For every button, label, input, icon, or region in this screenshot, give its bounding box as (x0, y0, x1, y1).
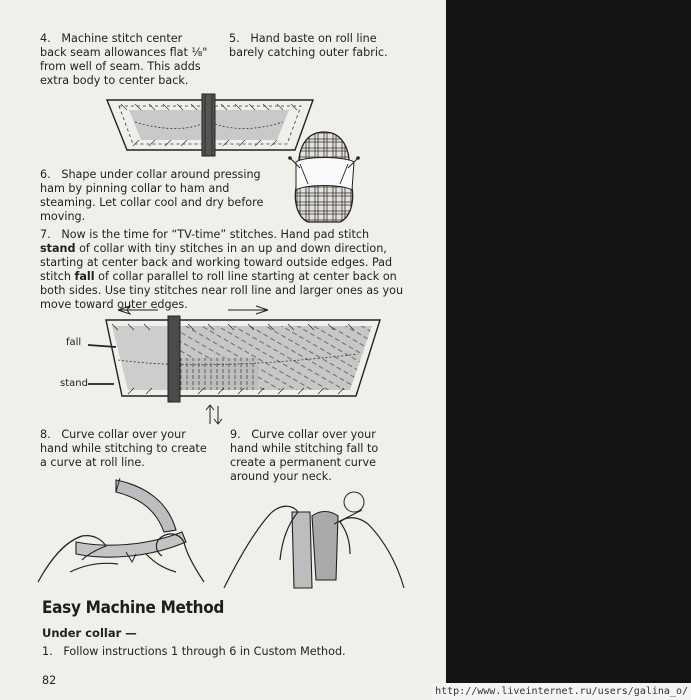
pressing-ham-illustration (286, 128, 362, 226)
hands-stitch-fall-illustration (222, 484, 406, 590)
step-7-part-c: of collar parallel to roll line starting at center back on both sides. Use tiny stitches near roll line and larger ones as you move toward outer edges. (40, 270, 404, 311)
step-9-text: 9. Curve collar over your hand while stitching fall to create a permanent curve around your neck. (230, 428, 379, 483)
page-number: 82 (42, 674, 57, 687)
step-7-text (40, 228, 406, 312)
fall-label: fall (66, 337, 82, 348)
step-7-part-b: of collar with tiny stitches in an up and down direction, starting at center back and working toward outside edges. Pad stitch (40, 242, 393, 283)
section-heading: Easy Machine Method (42, 598, 225, 618)
pad-stitch-illustration (88, 302, 384, 428)
section-subheading: Under collar — (42, 626, 137, 640)
step-5-text: 5. Hand baste on roll line barely catching outer fabric. (229, 32, 388, 59)
stand-label: stand (60, 378, 88, 389)
step-7-stand: stand (40, 242, 76, 255)
hands-curve-collar-illustration (36, 472, 206, 590)
dark-background (446, 0, 691, 700)
step-7-fall: fall (74, 270, 95, 283)
step-6-text: 6. Shape under collar around pressing ham by pinning collar to ham and steaming. Let collar cool and dry before moving. (40, 168, 264, 223)
step-7-part-a: 7. Now is the time for “TV-time” stitches. Hand pad stitch (40, 228, 370, 241)
step-8-text: 8. Curve collar over your hand while stitching to create a curve at roll line. (40, 428, 207, 469)
step-4-text: 4. Machine stitch center back seam allowances flat ⅛" from well of seam. This adds extra body to center back. (40, 32, 208, 87)
watermark-url: http://www.liveinternet.ru/users/galina_o/ (432, 683, 691, 700)
machine-step-1-text: 1. Follow instructions 1 through 6 in Custom Method. (42, 645, 346, 658)
